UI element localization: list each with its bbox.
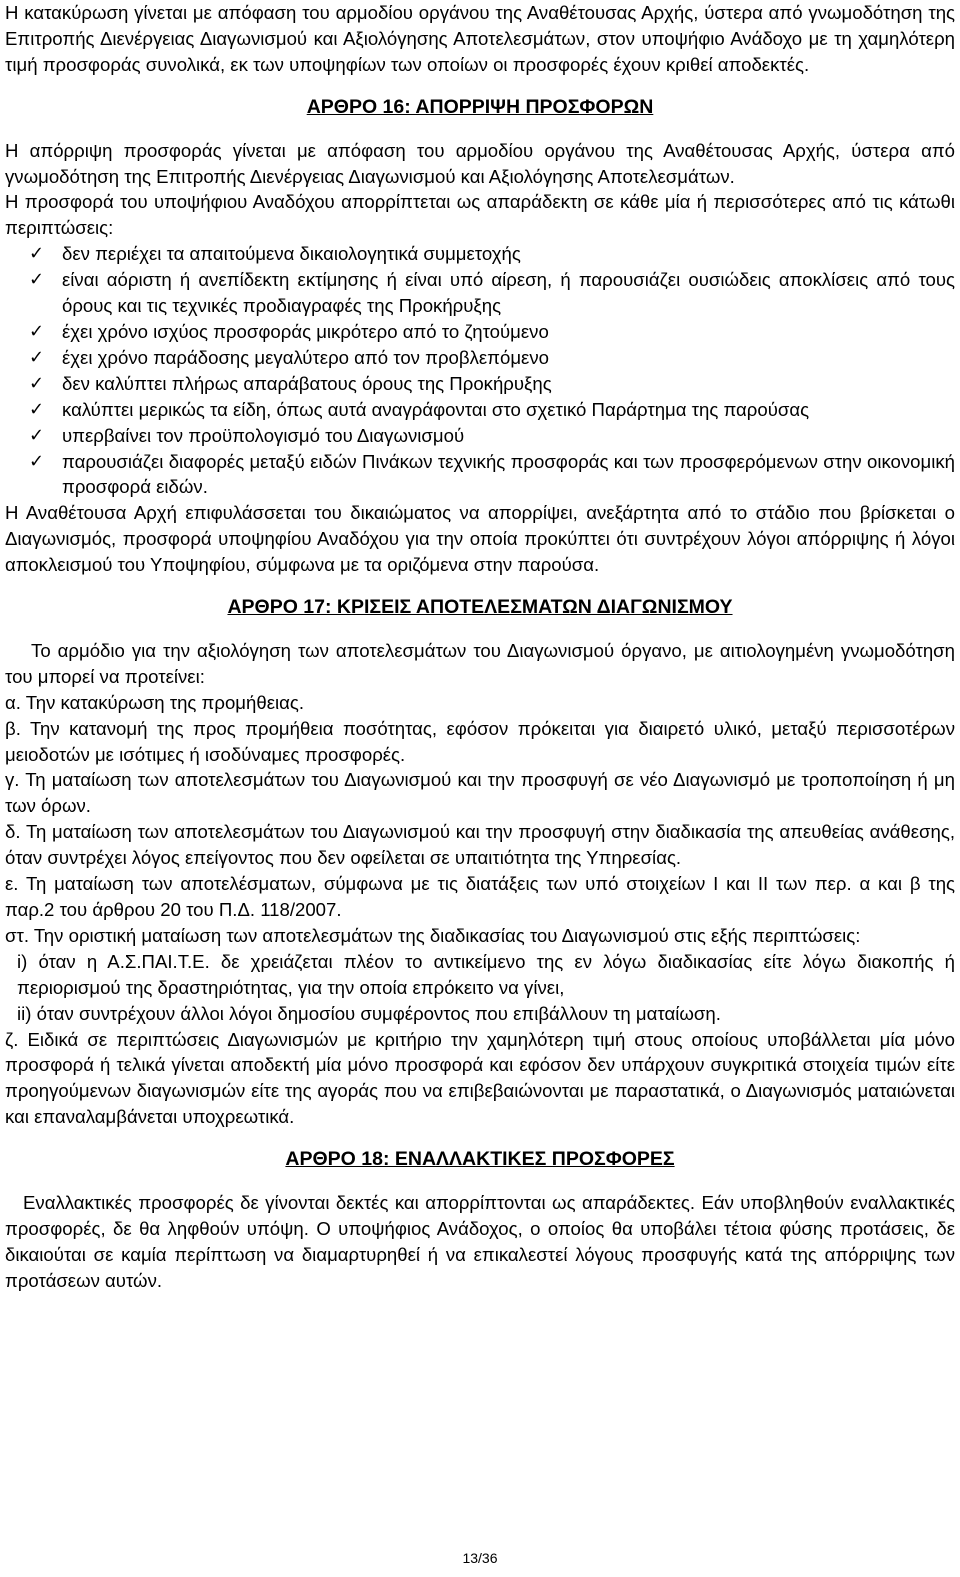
article-18-paragraph: Εναλλακτικές προσφορές δε γίνονται δεκτές και απορρίπτονται ως απαράδεκτες. Εάν υποβληθούν εναλλακτικές προσφορές, δε θα ληφθούν υπόψη. Ο υποψήφιος Ανάδοχος, ο οποίος θα υποβάλει τέτοια φύσης προτάσεις, δε δικαιούται σε καμία περίπτωση να διαμαρτυρηθεί ή να επικαλεστεί λόγους προσφυγής κατά της απόρριψης των προτάσεων αυτών.: [5, 1192, 955, 1291]
list-item: [5, 319, 955, 345]
list-item-text: δεν καλύπτει πλήρως απαράβατους όρους της Προκήρυξης: [62, 372, 552, 394]
list-item-text: καλύπτει μερικώς τα είδη, όπως αυτά αναγράφονται στο σχετικό Παράρτημα της παρούσας: [62, 398, 810, 420]
list-item-text: παρουσιάζει διαφορές μεταξύ ειδών Πινάκων τεχνικής προσφοράς και των προσφερόμενων στην οικονομική προσφορά ειδών.: [62, 450, 955, 498]
article-17-item-st-ii: ii) όταν συντρέχουν άλλοι λόγοι δημοσίου συμφέροντος που επιβάλλουν τη ματαίωση.: [17, 1002, 721, 1024]
article-17-item-c: γ. Τη ματαίωση των αποτελεσμάτων του Διαγωνισμού και την προσφυγή σε νέο Διαγωνισμό με τροποποίηση ή μη των όρων.: [5, 769, 955, 817]
article-16-paragraph-2: Η προσφορά του υποψήφιου Αναδόχου απορρίπτεται ως απαράδεκτη σε κάθε μία ή περισσότερες από τις κάτωθι περιπτώσεις:: [5, 191, 955, 239]
list-item: [5, 241, 955, 267]
article-17-heading: ΑΡΘΡΟ 17: ΚΡΙΣΕΙΣ ΑΠΟΤΕΛΕΣΜΑΤΩΝ ΔΙΑΓΩΝΙΣΜΟΥ: [227, 596, 733, 619]
check-icon: ✓: [29, 424, 45, 446]
list-item-text: υπερβαίνει τον προϋπολογισμό του Διαγωνισμού: [62, 424, 465, 446]
article-17-item-z: ζ. Ειδικά σε περιπτώσεις Διαγωνισμών με κριτήριο την χαμηλότερη τιμή στους οποίους υποβάλλεται μία μόνο προσφορά ή τελικά γίνεται αποδεκτή μία μόνο προσφορά και εφόσον δεν υπάρχουν συγκριτικά στοιχεία τιμών είτε προηγούμενων διαγωνισμών είτε της αγοράς που να επιβεβαιώνονται με παραστατικά, ο Διαγωνισμός ματαιώνεται και επαναλαμβάνεται υποχρεωτικά.: [5, 1028, 955, 1128]
list-item: [5, 423, 955, 449]
article-17-intro: Το αρμόδιο για την αξιολόγηση των αποτελεσμάτων του Διαγωνισμού όργανο, με αιτιολογημένη γνωμοδότηση του μπορεί να προτείνει:: [5, 639, 955, 687]
article-17-item-st-i: i) όταν η Α.Σ.ΠΑΙ.Τ.Ε. δε χρειάζεται πλέον το αντικείμενο της εν λόγω διαδικασίας είτε λόγω διακοπής ή περιορισμού της δραστηριότητας, για την οποία επρόκειτο να γίνει,: [17, 950, 955, 998]
document-page: [5, 0, 955, 1294]
article-16-paragraph-1: Η απόρριψη προσφοράς γίνεται με απόφαση του αρμοδίου οργάνου της Αναθέτουσας Αρχής, ύστερα από γνωμοδότηση της Επιτροπής Διενέργειας Διαγωνισμού και Αξιολόγησης Αποτελεσμάτων.: [5, 139, 955, 187]
check-icon: ✓: [29, 269, 45, 291]
check-icon: ✓: [29, 398, 45, 420]
article-16-heading: ΑΡΘΡΟ 16: ΑΠΟΡΡΙΨΗ ΠΡΟΣΦΟΡΩΝ: [306, 95, 654, 118]
article-17-item-st: στ. Την οριστική ματαίωση των αποτελεσμάτων της διαδικασίας του Διαγωνισμού στις εξής περιπτώσεις:: [5, 924, 861, 946]
check-icon: ✓: [29, 372, 45, 394]
check-icon: ✓: [29, 320, 45, 342]
article-17-item-b: β. Την κατανομή της προς προμήθεια ποσότητας, εφόσον πρόκειται για διαιρετό υλικό, μεταξύ περισσοτέρων μειοδοτών με ισότιμες ή ισοδύναμες προσφορές.: [5, 717, 955, 765]
list-item: [5, 371, 955, 397]
page-number: 13/36: [462, 1550, 498, 1566]
article-16-paragraph-3: Η Αναθέτουσα Αρχή επιφυλάσσεται του δικαιώματος να απορρίψει, ανεξάρτητα από το στάδιο που βρίσκεται ο Διαγωνισμός, προσφορά υποψηφίου Αναδόχου για την οποία προκύπτει ότι συντρέχουν λόγοι απόρριψης ή λόγοι αποκλεισμού του Υποψηφίου, σύμφωνα με τα οριζόμενα στην παρούσα.: [5, 502, 955, 576]
list-item: [5, 449, 955, 501]
check-icon: ✓: [29, 346, 45, 368]
list-item-text: είναι αόριστη ή ανεπίδεκτη εκτίμησης ή είναι υπό αίρεση, ή παρουσιάζει ουσιώδεις αποκλίσεις από τους όρους και τις τεχνικές προδιαγραφές της Προκήρυξης: [62, 269, 955, 317]
list-item: [5, 397, 955, 423]
list-item-text: δεν περιέχει τα απαιτούμενα δικαιολογητικά συμμετοχής: [62, 243, 521, 265]
check-icon: ✓: [29, 243, 45, 265]
list-item-text: έχει χρόνο ισχύος προσφοράς μικρότερο από το ζητούμενο: [62, 320, 549, 342]
list-item: [5, 267, 955, 319]
list-item: [5, 345, 955, 371]
article-18-heading: ΑΡΘΡΟ 18: ΕΝΑΛΛΑΚΤΙΚΕΣ ΠΡΟΣΦΟΡΕΣ: [285, 1148, 675, 1171]
rejection-cases-list: [5, 241, 955, 500]
article-17-item-a: α. Την κατακύρωση της προμήθειας.: [5, 691, 304, 713]
article-15-tail-paragraph: Η κατακύρωση γίνεται με απόφαση του αρμοδίου οργάνου της Αναθέτουσας Αρχής, ύστερα από γνωμοδότηση της Επιτροπής Διενέργειας Διαγωνισμού και Αξιολόγησης Αποτελεσμάτων, στον υποψήφιο Ανάδοχο με τη χαμηλότερη τιμή προσφοράς συνολικά, εκ των υποψηφίων των οποίων οι προσφορές έχουν κριθεί αποδεκτές.: [5, 2, 955, 75]
article-17-item-d: δ. Τη ματαίωση των αποτελεσμάτων του Διαγωνισμού και την προσφυγή στην διαδικασία της απευθείας ανάθεσης, όταν συντρέχει λόγος επείγοντος που δεν οφείλεται σε υπαιτιότητα της Υπηρεσίας.: [5, 821, 955, 869]
list-item-text: έχει χρόνο παράδοσης μεγαλύτερο από τον προβλεπόμενο: [62, 346, 549, 368]
check-icon: ✓: [29, 450, 45, 472]
article-17-item-e: ε. Τη ματαίωση των αποτελέσματων, σύμφωνα με τις διατάξεις των υπό στοιχείων Ι και ΙΙ των περ. α και β της παρ.2 του άρθρου 20 του Π.Δ. 118/2007.: [5, 873, 955, 920]
